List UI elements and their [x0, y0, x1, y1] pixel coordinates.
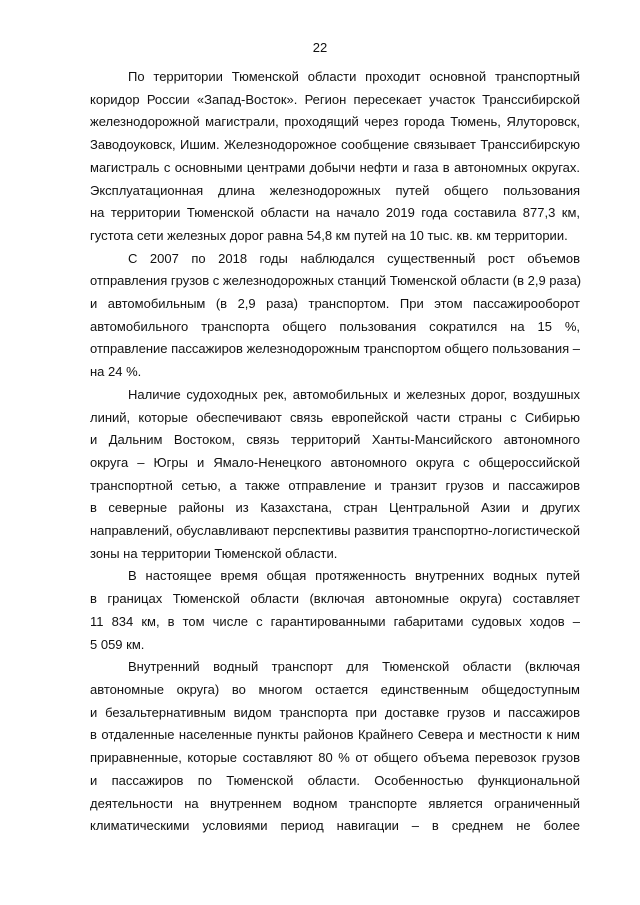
paragraph: [90, 565, 580, 656]
text-line: направлений, обуславливают перспективы развития транспортно-логистической: [90, 523, 580, 539]
text-line: В настоящее время общая протяженность внутренних водных путей: [128, 568, 580, 584]
text-line: Наличие судоходных рек, автомобильных и железных дорог, воздушных: [128, 386, 580, 402]
text-line: отправления грузов с железнодорожных станций Тюменской области (в 2,9 раза): [90, 273, 582, 289]
text-line: транспортной сетью, а также отправление и транзит грузов и пассажиров: [90, 477, 580, 493]
paragraph: [90, 66, 580, 248]
text-line: автомобильного транспорта общего пользования сократился на 15 %,: [90, 318, 580, 334]
page-number: 22: [312, 40, 328, 55]
text-line: и Дальним Востоком, связь территорий Ханты-Мансийского автономного: [90, 432, 580, 448]
text-line: густота сети железных дорог равна 54,8 км путей на 10 тыс. кв. км территории.: [90, 227, 568, 243]
text-line: Внутренний водный транспорт для Тюменской области (включая: [128, 659, 580, 675]
text-line: По территории Тюменской области проходит основной транспортный: [128, 69, 580, 84]
text-line: климатическими условиями период навигации – в среднем не более: [90, 818, 580, 834]
paragraph: [90, 656, 580, 838]
text-line: в границах Тюменской области (включая автономные округа) составляет: [90, 591, 580, 607]
text-line: на 24 %.: [90, 364, 142, 380]
text-line: коридор России «Запад-Восток». Регион пересекает участок Транссибирской: [90, 91, 580, 107]
text-line: Заводоуковск, Ишим. Железнодорожное сообщение связывает Транссибирскую: [90, 137, 580, 153]
text-line: в отдаленные населенные пункты районов Крайнего Севера и местности к ним: [90, 727, 580, 743]
text-line: в северные районы из Казахстана, стран Центральной Азии и других: [90, 500, 580, 516]
text-line: и автомобильным (в 2,9 раза) транспортом. При этом пассажирооборот: [90, 296, 580, 312]
text-line: 5 059 км.: [90, 636, 145, 652]
text-line: приравненные, которые составляют 80 % от общего объема перевозок грузов: [90, 750, 580, 766]
text-line: округа – Югры и Ямало-Ненецкого автономного округа с общероссийской: [90, 454, 580, 470]
text-line: деятельности на внутреннем водном транспорте является ограниченный: [90, 795, 580, 811]
text-line: отправление пассажиров железнодорожным транспортом общего пользования –: [90, 341, 580, 357]
text-line: на территории Тюменской области на начало 2019 года составила 877,3 км,: [90, 205, 580, 221]
text-line: магистраль с основными центрами добычи нефти и газа в автономных округах.: [90, 159, 580, 175]
text-line: линий, которые обеспечивают связь европейской части страны с Сибирью: [90, 409, 580, 425]
paragraph: [90, 248, 580, 384]
text-line: железнодорожной магистрали, проходящий через города Тюмень, Ялуторовск,: [90, 114, 580, 130]
text-line: Эксплуатационная длина железнодорожных путей общего пользования: [90, 182, 580, 198]
text-line: и безальтернативным видом транспорта при доставке грузов и пассажиров: [90, 704, 580, 720]
text-line: С 2007 по 2018 годы наблюдался существенный рост объемов: [128, 250, 580, 266]
text-line: зоны на территории Тюменской области.: [90, 545, 338, 561]
text-line: автономные округа) во многом остается единственным общедоступным: [90, 681, 580, 697]
paragraph: [90, 384, 580, 566]
body-text: [90, 66, 580, 838]
text-line: 11 834 км, в том числе с гарантированными габаритами судовых ходов –: [90, 613, 580, 629]
text-line: и пассажиров по Тюменской области. Особенностью функциональной: [90, 772, 580, 788]
